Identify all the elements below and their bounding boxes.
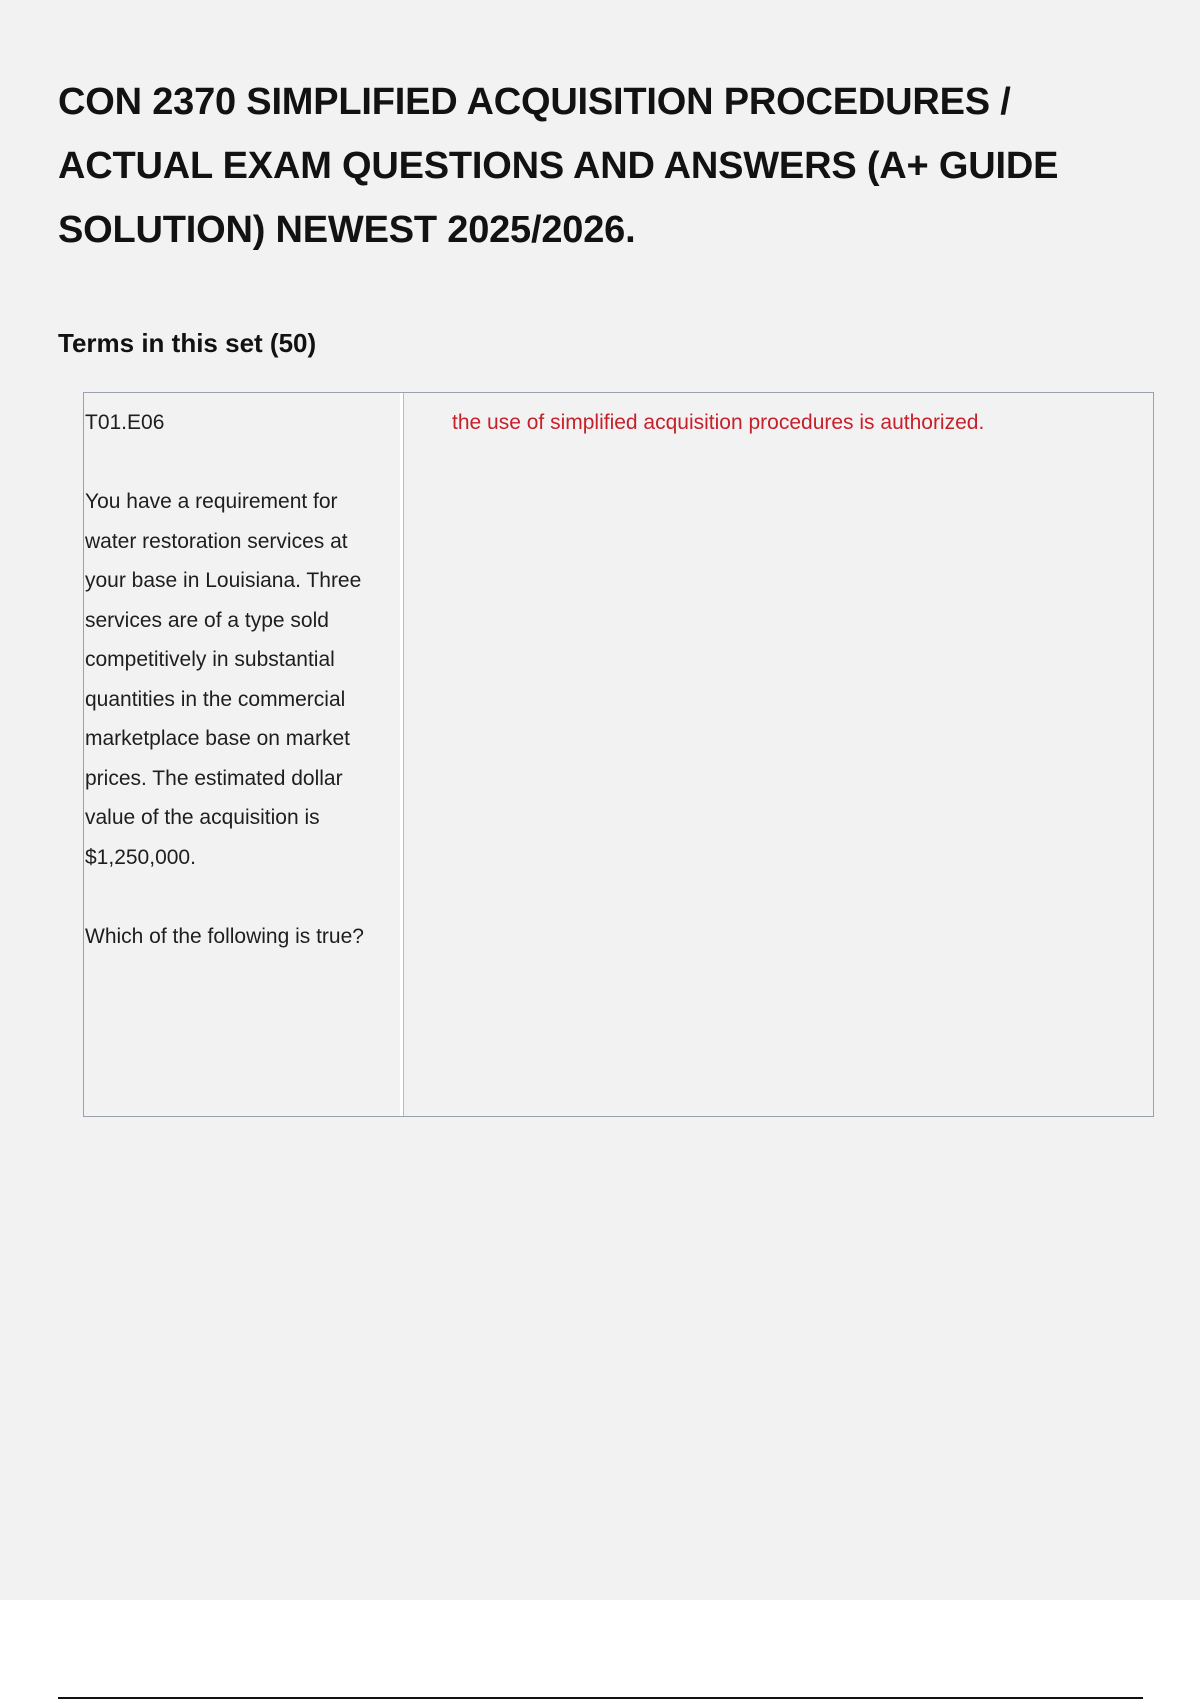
document-title: CON 2370 SIMPLIFIED ACQUISITION PROCEDURES / ACTUAL EXAM QUESTIONS AND ANSWERS (A+ GUIDE SOLUTION) NEWEST 2025/2026. bbox=[58, 81, 1059, 251]
term-question-prompt: Which of the following is true? bbox=[85, 924, 364, 948]
terms-count-heading: Terms in this set (50) bbox=[58, 328, 317, 358]
spacer bbox=[85, 877, 390, 917]
spacer bbox=[85, 443, 390, 483]
term-id: T01.E06 bbox=[85, 411, 165, 434]
footer-rule bbox=[58, 1697, 1143, 1699]
term-card bbox=[83, 392, 1154, 1117]
term-column-divider bbox=[400, 393, 404, 1116]
term-question-cell bbox=[85, 403, 390, 956]
term-question-text: You have a requirement for water restoration services at your base in Louisiana. Three services are of a type sold competitively in substantial quantities in the commercial marketplace base on market prices. The estimated dollar value of the acquisition is $1,250,000. bbox=[85, 490, 362, 869]
term-answer-text: the use of simplified acquisition procedures is authorized. bbox=[452, 411, 985, 434]
